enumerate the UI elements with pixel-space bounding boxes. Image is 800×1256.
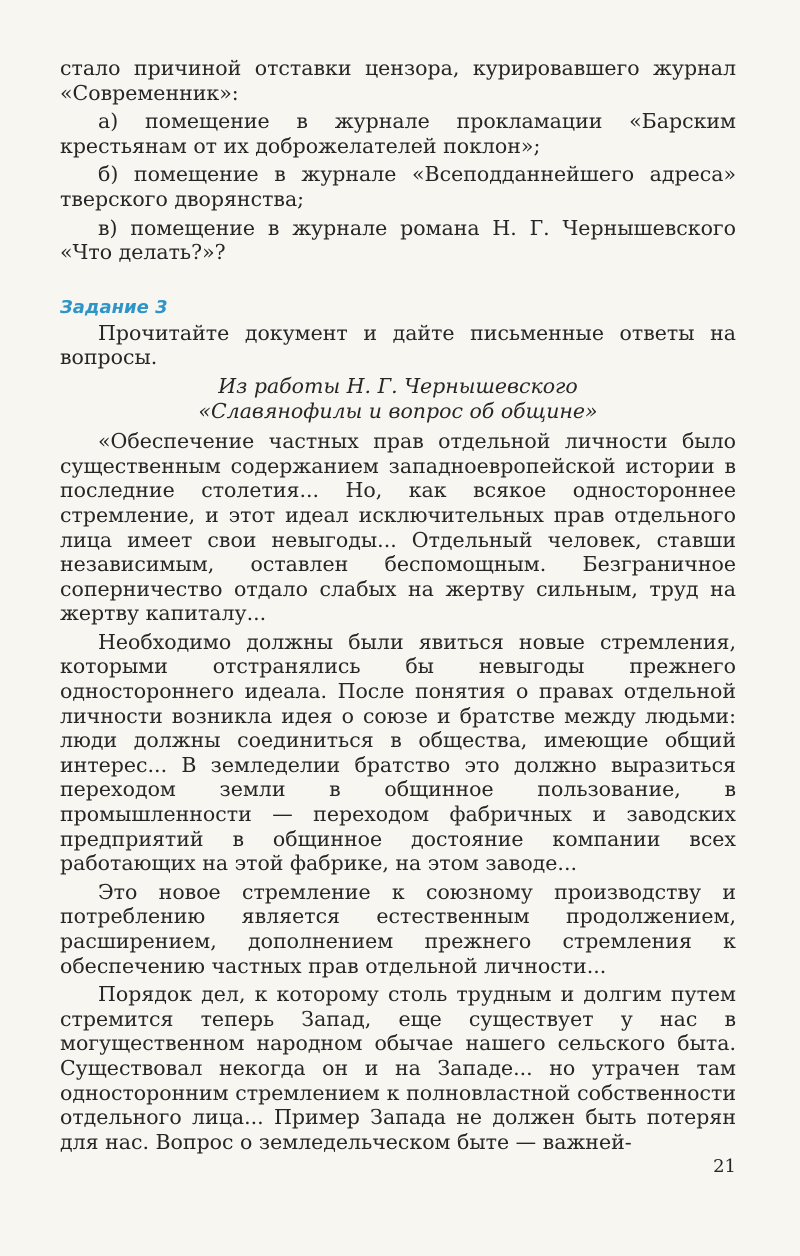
option-b: б) помещение в журнале «Всеподданнейшего адреса» тверского дворянства; (60, 162, 736, 211)
task-title: Задание 3 (60, 296, 168, 318)
intro-continuation: стало причиной отставки цензора, курировавшего журнал «Современник»: (60, 56, 736, 105)
document-paragraph: Порядок дел, к которому столь трудным и долгим путем стремится теперь Запад, еще существует у нас в могущественном народном обычае нашего сельского быта. Существовал некогда он и на Западе... но утрачен там односторонним стремлением к полновластной собственности отдельного лица... Пример Запада не должен быть потерян для нас. Вопрос о земледельческом быте — важней- (60, 982, 736, 1154)
option-a: а) помещение в журнале прокламации «Барским крестьянам от их доброжелателей поклон»; (60, 109, 736, 158)
page-number: 21 (713, 1156, 736, 1177)
page-content (60, 56, 736, 1154)
task-instruction: Прочитайте документ и дайте письменные ответы на вопросы. (60, 320, 736, 370)
document-title-line-2: «Славянофилы и вопрос об общине» (198, 398, 598, 423)
document-title-line-1: Из работы Н. Г. Чернышевского (218, 373, 578, 398)
document-title (60, 374, 736, 423)
document-paragraph: Необходимо должны были явиться новые стремления, которыми отстранялись бы невыгоды прежнего одностороннего идеала. После понятия о правах отдельной личности возникла идея о союзе и братстве между людьми: люди должны соединиться в общества, имеющие общий интерес... В земледелии братство это должно выразиться переходом земли в общинное пользование, в промышленности — переходом фабричных и заводских предприятий в общинное достояние компании всех работающих на этой фабрике, на этом заводе... (60, 629, 736, 876)
document-paragraph: Это новое стремление к союзному производству и потреблению является естественным продолжением, расширением, дополнением прежнего стремления к обеспечению частных прав отдельной личности... (60, 879, 736, 978)
option-c: в) помещение в журнале романа Н. Г. Чернышевского «Что делать?»? (60, 215, 736, 265)
document-paragraph: «Обеспечение частных прав отдельной личности было существенным содержанием западноевропейской истории в последние столетия... Но, как всякое одностороннее стремление, и этот идеал исключительных прав отдельного лица имеет свои невыгоды... Отдельный человек, ставши независимым, оставлен беспомощным. Безграничное соперничество отдало слабых на жертву сильным, труд на жертву капиталу... (60, 429, 736, 626)
